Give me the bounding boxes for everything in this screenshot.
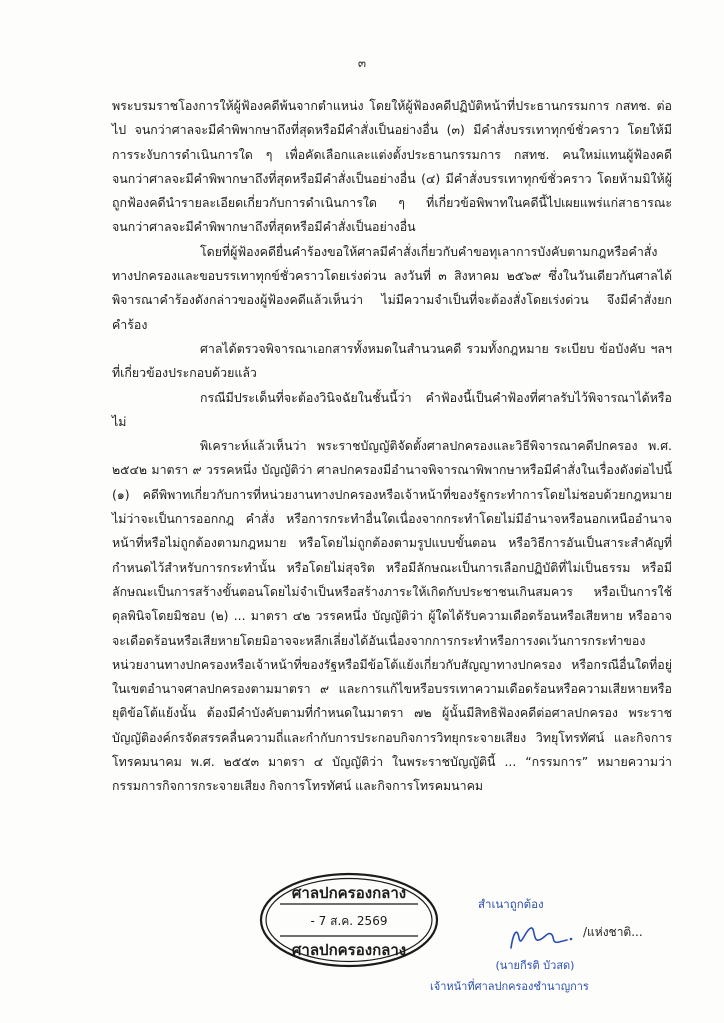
document-body [112,94,672,799]
stamp-date: - 7 ส.ค. 2569 [310,914,388,928]
stamp-bottom-text: ศาลปกครองกลาง [291,941,407,959]
body-paragraph: ศาลได้ตรวจพิจารณาเอกสารทั้งหมดในสำนวนคดี รวมทั้งกฎหมาย ระเบียบ ข้อบังคับ ฯลฯ ที่เกี่ยวข้องประกอบด้วยแล้ว [112,340,672,381]
body-paragraph: พระบรมราชโองการให้ผู้ฟ้องคดีพ้นจากตำแหน่ง โดยให้ผู้ฟ้องคดีปฏิบัติหน้าที่ประธานกรรมการ กสทช. ต่อไป จนกว่าศาลจะมีคำพิพากษาถึงที่สุดหรือมีคำสั่งเป็นอย่างอื่น (๓) มีคำสั่งบรรเทาทุกข์ชั่วคราว โดยให้มีการระงับการดำเนินการใด ๆ เพื่อคัดเลือกและแต่งตั้งประธานกรรมการ กสทช. คนใหม่แทนผู้ฟ้องคดี จนกว่าศาลจะมีคำพิพากษาถึงที่สุดหรือมีคำสั่งเป็นอย่างอื่น (๔) มีคำสั่งบรรเทาทุกข์ชั่วคราว โดยห้ามมิให้ผู้ถูกฟ้องคดีนำรายละเอียดเกี่ยวกับการดำเนินการใด ๆ ที่เกี่ยวข้อพิพาทในคดีนี้ไปเผยแพร่แก่สาธารณะ จนกว่าศาลจะมีคำพิพากษาถึงที่สุดหรือมีคำสั่งเป็นอย่างอื่น [112,98,672,235]
officer-title: เจ้าหน้าที่ศาลปกครองชำนาญการ [430,980,589,993]
court-stamp-seal [258,870,440,970]
body-paragraph: กรณีมีประเด็นที่จะต้องวินิจฉัยในชั้นนี้ว่า คำฟ้องนี้เป็นคำฟ้องที่ศาลรับไว้พิจารณาได้หรือไม่ [112,389,672,429]
court-stamp [258,870,440,970]
copy-tag: /แห่งชาติ... [583,925,643,939]
stamp-top-text: ศาลปกครองกลาง [291,884,407,902]
officer-name: (นายกีรติ บัวสด) [495,959,575,972]
body-paragraph: พิเคราะห์แล้วเห็นว่า พระราชบัญญัติจัดตั้งศาลปกครองและวิธีพิจารณาคดีปกครอง พ.ศ. ๒๕๔๒ มาตรา ๙ วรรคหนึ่ง บัญญัติว่า ศาลปกครองมีอำนาจพิจารณาพิพากษาหรือมีคำสั่งในเรื่องดังต่อไปนี้ (๑) คดีพิพาทเกี่ยวกับการที่หน่วยงานทางปกครองหรือเจ้าหน้าที่ของรัฐกระทำการโดยไม่ชอบด้วยกฎหมายไม่ว่าจะเป็นการออกกฎ คำสั่ง หรือการกระทำอื่นใดเนื่องจากกระทำโดยไม่มีอำนาจหรือนอกเหนืออำนาจหน้าที่หรือไม่ถูกต้องตามกฎหมาย หรือโดยไม่ถูกต้องตามรูปแบบขั้นตอน หรือวิธีการอันเป็นสาระสำคัญที่กำหนดไว้สำหรับการกระทำนั้น หรือโดยไม่สุจริต หรือมีลักษณะเป็นการเลือกปฏิบัติที่ไม่เป็นธรรม หรือมีลักษณะเป็นการสร้างขั้นตอนโดยไม่จำเป็นหรือสร้างภาระให้เกิดกับประชาชนเกินสมควร หรือเป็นการใช้ดุลพินิจโดยมิชอบ (๒) ... มาตรา ๔๒ วรรคหนึ่ง บัญญัติว่า ผู้ใดได้รับความเดือดร้อนหรือเสียหาย หรืออาจจะเดือดร้อนหรือเสียหายโดยมิอาจจะหลีกเลี่ยงได้อันเนื่องจากการกระทำหรือการงดเว้นการกระทำของหน่วยงานทางปกครองหรือเจ้าหน้าที่ของรัฐหรือมีข้อโต้แย้งเกี่ยวกับสัญญาทางปกครอง หรือกรณีอื่นใดที่อยู่ในเขตอำนาจศาลปกครองตามมาตรา ๙ และการแก้ไขหรือบรรเทาความเดือดร้อนหรือความเสียหายหรือยุติข้อโต้แย้งนั้น ต้องมีคำบังคับตามที่กำหนดในมาตรา ๗๒ ผู้นั้นมีสิทธิฟ้องคดีต่อศาลปกครอง พระราชบัญญัติองค์กรจัดสรรคลื่นความถี่และกำกับการประกอบกิจการวิทยุกระจายเสียง วิทยุโทรทัศน์ และกิจการโทรคมนาคม พ.ศ. ๒๕๕๓ มาตรา ๔ บัญญัติว่า ในพระราชบัญญัตินี้ ... “กรรมการ” หมายความว่า กรรมการกิจการกระจายเสียง กิจการโทรทัศน์ และกิจการโทรคมนาคม [112,438,672,794]
body-paragraph: โดยที่ผู้ฟ้องคดียื่นคำร้องขอให้ศาลมีคำสั่งเกี่ยวกับคำขอทุเลาการบังคับตามกฎหรือคำสั่งทางปกครองและขอบรรเทาทุกข์ชั่วคราวโดยเร่งด่วน ลงวันที่ ๓ สิงหาคม ๒๕๖๙ ซึ่งในวันเดียวกันศาลได้พิจารณาคำร้องดังกล่าวของผู้ฟ้องคดีแล้วเห็นว่า ไม่มีความจำเป็นที่จะต้องสั่งโดยเร่งด่วน จึงมีคำสั่งยกคำร้อง [112,243,672,332]
certified-copy-label: สำเนาถูกต้อง [478,897,544,911]
officer-signature [505,918,585,958]
page-number: ๓ [357,56,367,70]
